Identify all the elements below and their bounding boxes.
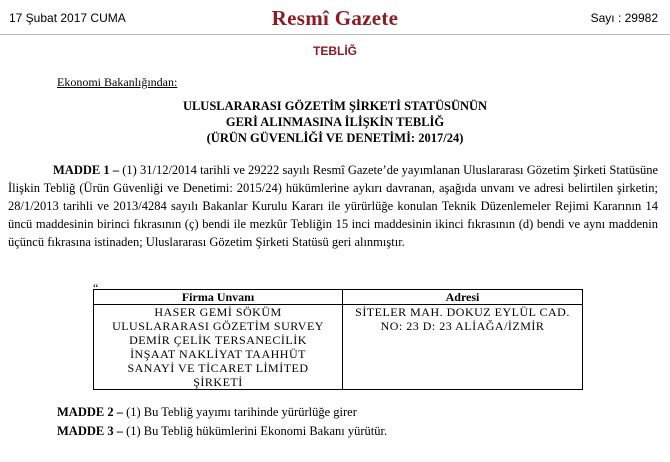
document-title-line: ULUSLARARASI GÖZETİM ŞİRKETİ STATÜSÜNÜN <box>182 99 488 113</box>
section-heading: TEBLİĞ <box>313 44 357 58</box>
article-2-text: (1) Bu Tebliğ yayımı tarihinde yürürlüğe girer <box>122 405 357 419</box>
article-3 <box>57 424 387 439</box>
issue-number: Sayı : 29982 <box>590 11 658 25</box>
article-2 <box>57 405 357 420</box>
article-3-text: (1) Bu Tebliğ hükümlerini Ekonomi Bakanı yürütür. <box>122 424 388 438</box>
article-1-text: (1) 31/12/2014 tarihli ve 29222 sayılı Resmî Gazete’de yayımlanan Uluslararası Gözetim Şirketi Statüsüne İlişkin Tebliğ (Ürün Güvenliği ve Denetimi: 2015/24) hükümlerine aykırı davranan, aşağıda unvanı ve adresi belirtilen şirketin; 28/1/2013 tarihli ve 2013/4284 sayılı Bakanlar Kurulu Kararı ile yürürlüğe konulan Teknik Düzenlemeler Rejimi Kararının 14 üncü maddesinin birinci fıkrasının (ç) bendi ile mezkûr Tebliğin 15 inci maddesinin ikinci fıkrasının (d) bendi ve aynı maddenin üçüncü fıkrasına istinaden; Uluslararası Gözetim Şirketi Statüsü geri alınmıştır. <box>8 163 659 249</box>
gazette-header <box>0 0 670 44</box>
header-divider <box>0 34 670 35</box>
document-title-line: GERİ ALINMASINA İLİŞKİN TEBLİĞ <box>225 115 445 129</box>
article-3-label: MADDE 3 – <box>57 424 123 438</box>
table-header-row <box>94 290 583 305</box>
document-title <box>0 98 670 146</box>
article-1-label: MADDE 1 – <box>53 163 120 177</box>
document-title-line: (ÜRÜN GÜVENLİĞİ VE DENETİMİ: 2017/24) <box>206 131 464 145</box>
article-1 <box>8 161 658 251</box>
address-line: NO: 23 D: 23 ALİAĞA/İZMİR <box>380 319 545 333</box>
table-row <box>94 305 583 390</box>
firm-name-cell <box>94 305 343 390</box>
firm-name-line: SANAYİ VE TİCARET LİMİTED <box>127 361 309 375</box>
gazette-title: Resmî Gazete <box>271 6 399 30</box>
ministry-name: Ekonomi Bakanlığından: <box>57 75 178 89</box>
firm-name-line: ŞİRKETİ <box>193 375 243 389</box>
firm-name-line: ULUSLARARASI GÖZETİM SURVEY <box>112 319 324 333</box>
firm-name-line: İNŞAAT NAKLİYAT TAAHHÜT <box>130 347 306 361</box>
column-header-firm: Firma Unvanı <box>94 290 343 305</box>
address-line: SİTELER MAH. DOKUZ EYLÜL CAD. <box>355 305 570 319</box>
opening-quote: “ <box>93 281 99 295</box>
column-header-address: Adresi <box>343 290 583 305</box>
firm-table <box>93 289 583 390</box>
firm-name-line: DEMİR ÇELİK TERSANECİLİK <box>129 333 307 347</box>
firm-name-line: HASER GEMİ SÖKÜM <box>154 305 282 319</box>
address-cell <box>343 305 583 390</box>
issue-date: 17 Şubat 2017 CUMA <box>9 11 126 25</box>
article-2-label: MADDE 2 – <box>57 405 123 419</box>
